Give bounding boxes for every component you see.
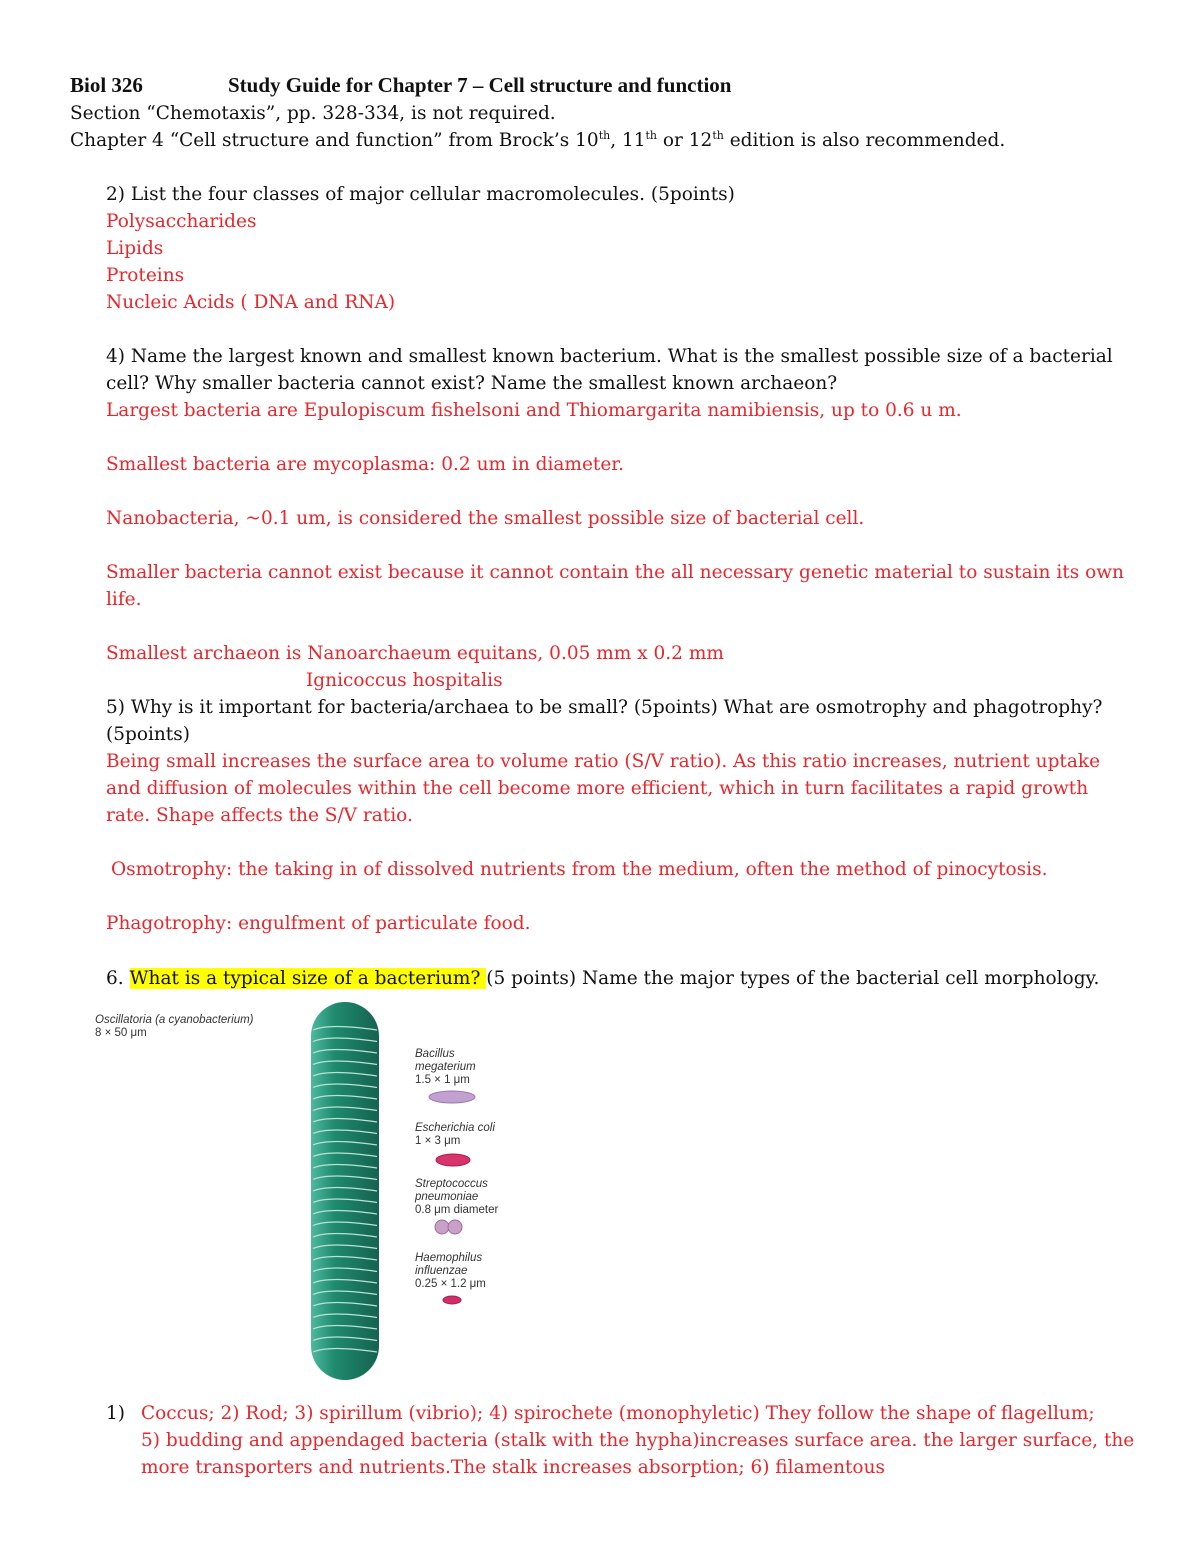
answer-item: Polysaccharides — [106, 211, 257, 232]
answer-phagotrophy: Phagotrophy: engulfment of particulate food. — [106, 913, 531, 934]
haemophilus-cell — [441, 1294, 481, 1310]
question-2: 2) List the four classes of major cellular macromolecules. (5points) — [106, 184, 735, 205]
answer-sv-ratio-line-3: rate. Shape affects the S/V ratio. — [106, 805, 413, 826]
ecoli-cell — [433, 1152, 493, 1172]
answer-ignicoccus: Ignicoccus hospitalis — [306, 670, 503, 691]
answer-item: Proteins — [106, 265, 185, 286]
answer-morphology-line-2: 5) budding and appendaged bacteria (stalk with the hypha)increases surface area. the larger surface, the — [141, 1430, 1135, 1451]
question-4-line-1: 4) Name the largest known and smallest known bacterium. What is the smallest possible size of a bacterial — [106, 346, 1113, 367]
answer-morphology-line-3: more transporters and nutrients.The stalk increases absorption; 6) filamentous — [141, 1457, 885, 1478]
answer-list-number: 1) — [106, 1403, 125, 1424]
answer-smallest-bacteria: Smallest bacteria are mycoplasma: 0.2 um in diameter. — [106, 454, 624, 475]
streptococcus-label: Streptococcus pneumoniae 0.8 μm diameter — [415, 1178, 499, 1216]
haemophilus-label: Haemophilus influenzae 0.25 × 1.2 μm — [415, 1252, 486, 1290]
answer-item: Lipids — [106, 238, 164, 259]
bacillus-cell — [427, 1088, 487, 1108]
answer-smallest-archaeon: Smallest archaeon is Nanoarchaeum equitans, 0.05 mm x 0.2 mm — [106, 643, 724, 664]
header-note-1: Section “Chemotaxis”, pp. 328-334, is not required. — [70, 103, 556, 124]
answer-sv-ratio-line-1: Being small increases the surface area to volume ratio (S/V ratio). As this ratio increases, nutrient uptake — [106, 751, 1101, 772]
question-5-line-2: (5points) — [106, 724, 190, 745]
header-note-2: Chapter 4 “Cell structure and function” from Brock’s 10th, 11th or 12th edition is also recommended. — [70, 128, 1006, 151]
streptococcus-cell — [433, 1218, 493, 1238]
answer-sv-ratio-line-2: and diffusion of molecules within the cell become more efficient, which in turn facilitates a rapid growth — [106, 778, 1089, 799]
answer-largest-bacteria: Largest bacteria are Epulopiscum fishelsoni and Thiomargarita namibiensis, up to 0.6 u m. — [106, 400, 962, 421]
course-code: Biol 326 — [70, 73, 143, 97]
answer-nanobacteria: Nanobacteria, ~0.1 um, is considered the smallest possible size of bacterial cell. — [106, 508, 865, 529]
highlighted-text: What is a typical size of a bacterium? — [129, 968, 487, 989]
question-6: 6. What is a typical size of a bacterium? (5 points) Name the major types of the bacterial cell morphology. — [106, 968, 1100, 989]
document-title: Study Guide for Chapter 7 – Cell structure and function — [228, 73, 732, 97]
answer-osmotrophy: Osmotrophy: the taking in of dissolved nutrients from the medium, often the method of pinocytosis. — [111, 859, 1048, 880]
answer-morphology-line-1: Coccus; 2) Rod; 3) spirillum (vibrio); 4) spirochete (monophyletic) They follow the shape of flagellum; — [141, 1403, 1095, 1424]
answer-smaller-bacteria-line-1: Smaller bacteria cannot exist because it cannot contain the all necessary genetic material to sustain its own — [106, 562, 1124, 583]
answer-item: Nucleic Acids ( DNA and RNA) — [106, 292, 396, 313]
ecoli-label: Escherichia coli 1 × 3 μm — [415, 1122, 495, 1147]
answer-smaller-bacteria-line-2: life. — [106, 589, 142, 610]
oscillatoria-filament — [307, 1000, 407, 1385]
question-4-line-2: cell? Why smaller bacteria cannot exist? Name the smallest known archaeon? — [106, 373, 838, 394]
bacteria-size-figure — [95, 1000, 535, 1385]
question-5-line-1: 5) Why is it important for bacteria/archaea to be small? (5points) What are osmotrophy and phagotrophy? — [106, 697, 1103, 718]
oscillatoria-label: Oscillatoria (a cyanobacterium) 8 × 50 μm — [95, 1014, 254, 1039]
bacillus-label: Bacillus megaterium 1.5 × 1 μm — [415, 1048, 476, 1086]
